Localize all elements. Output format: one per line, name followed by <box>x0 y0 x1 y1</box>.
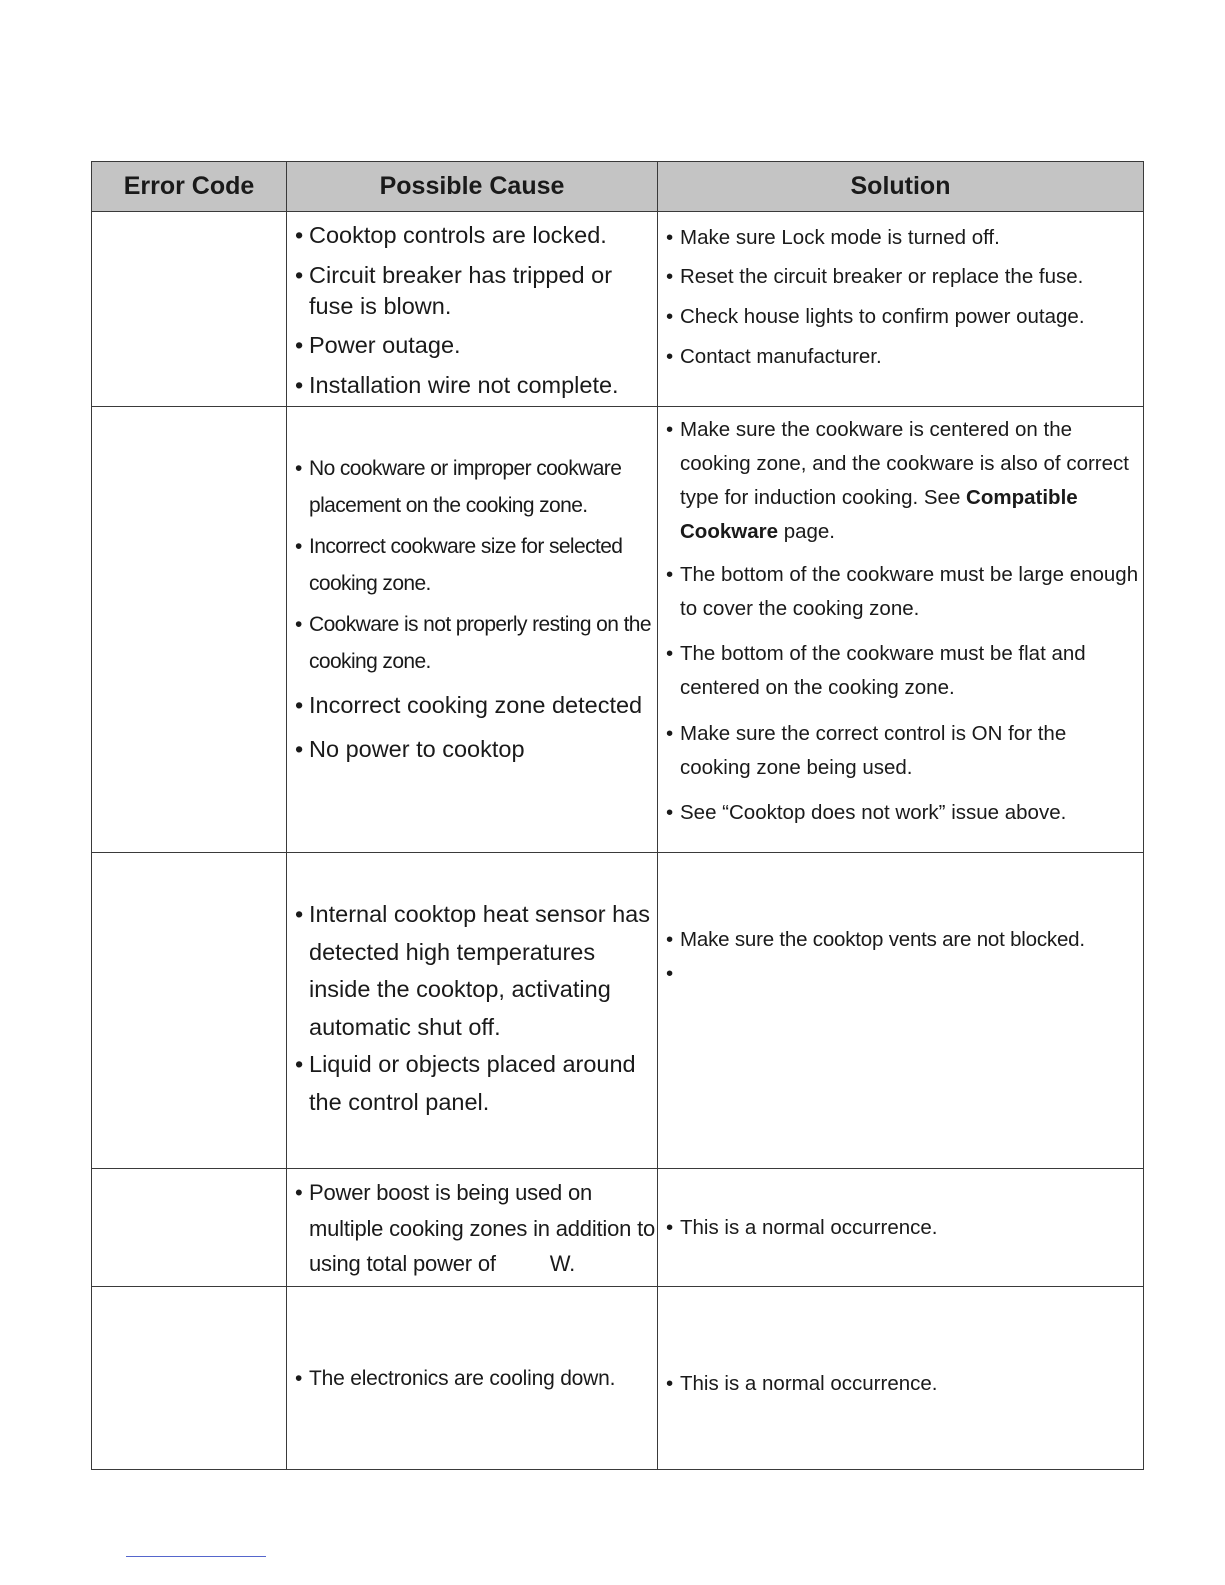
header-error-code: Error Code <box>92 162 287 212</box>
solution-item: • Make sure Lock mode is turned off. <box>658 221 1143 255</box>
table-row <box>92 212 1144 407</box>
solution-item: • This is a normal occurrence. <box>658 1211 1143 1245</box>
error-code-cell <box>92 1169 287 1287</box>
table-row <box>92 1287 1144 1470</box>
cause-item <box>287 1175 657 1282</box>
error-code-cell <box>92 853 287 1169</box>
footer-link-underline <box>126 1556 266 1557</box>
cause-item: • No power to cooktop <box>287 730 657 768</box>
cause-text: Power boost is being used on multiple cooking zones in addition to using total power of <box>309 1180 656 1276</box>
table-header-row <box>92 162 1144 212</box>
solution-item <box>658 957 1143 991</box>
error-code-cell <box>92 212 287 407</box>
cause-cell <box>287 212 658 407</box>
solution-text: Make sure the cookware is centered on the cooking zone, and the cookware is also of correct type for induction cooking. See <box>680 418 1129 509</box>
header-possible-cause: Possible Cause <box>287 162 658 212</box>
cause-item: • No cookware or improper cookware placement on the cooking zone. <box>287 450 657 524</box>
compatible-cookware-link[interactable]: Compatible Cookware <box>680 486 1078 543</box>
solution-item: • Reset the circuit breaker or replace the fuse. <box>658 260 1143 294</box>
solution-item: • Check house lights to confirm power outage. <box>658 300 1143 334</box>
solution-cell <box>658 853 1144 1169</box>
error-code-cell <box>92 1287 287 1470</box>
power-unit: W. <box>549 1251 575 1276</box>
cause-item: • Internal cooktop heat sensor has detected high temperatures inside the cooktop, activating automatic shut off. <box>287 896 657 1046</box>
cause-cell <box>287 407 658 853</box>
table-row <box>92 853 1144 1169</box>
solution-item: • Make sure the cooktop vents are not blocked. <box>658 923 1143 957</box>
header-solution: Solution <box>658 162 1144 212</box>
cause-item: • The electronics are cooling down. <box>287 1363 657 1394</box>
cause-item: • Power outage. <box>287 330 657 361</box>
cause-cell <box>287 1287 658 1470</box>
cause-cell <box>287 1169 658 1287</box>
cause-item: • Incorrect cooking zone detected <box>287 686 657 724</box>
solution-item: • See “Cooktop does not work” issue above. <box>658 796 1143 830</box>
table-row <box>92 1169 1144 1287</box>
solution-item: • Contact manufacturer. <box>658 340 1143 374</box>
error-code-cell <box>92 407 287 853</box>
solution-item: • Make sure the correct control is ON for the cooking zone being used. <box>658 717 1143 785</box>
solution-cell <box>658 407 1144 853</box>
cause-item: • Incorrect cookware size for selected cooking zone. <box>287 528 657 602</box>
solution-item: • The bottom of the cookware must be flat and centered on the cooking zone. <box>658 637 1143 705</box>
cause-cell <box>287 853 658 1169</box>
solution-text: page. <box>783 520 835 543</box>
troubleshooting-table <box>91 161 1144 1470</box>
table-row <box>92 407 1144 853</box>
solution-cell <box>658 212 1144 407</box>
solution-item <box>658 413 1143 549</box>
solution-item: • The bottom of the cookware must be large enough to cover the cooking zone. <box>658 558 1143 626</box>
cause-item: • Circuit breaker has tripped or fuse is blown. <box>287 260 657 322</box>
solution-cell <box>658 1287 1144 1470</box>
cause-item: • Installation wire not complete. <box>287 370 657 401</box>
cause-item: • Cooktop controls are locked. <box>287 220 657 251</box>
cause-item: • Liquid or objects placed around the control panel. <box>287 1046 657 1121</box>
solution-cell <box>658 1169 1144 1287</box>
solution-item: • This is a normal occurrence. <box>658 1367 1143 1401</box>
cause-item: • Cookware is not properly resting on the cooking zone. <box>287 606 657 680</box>
